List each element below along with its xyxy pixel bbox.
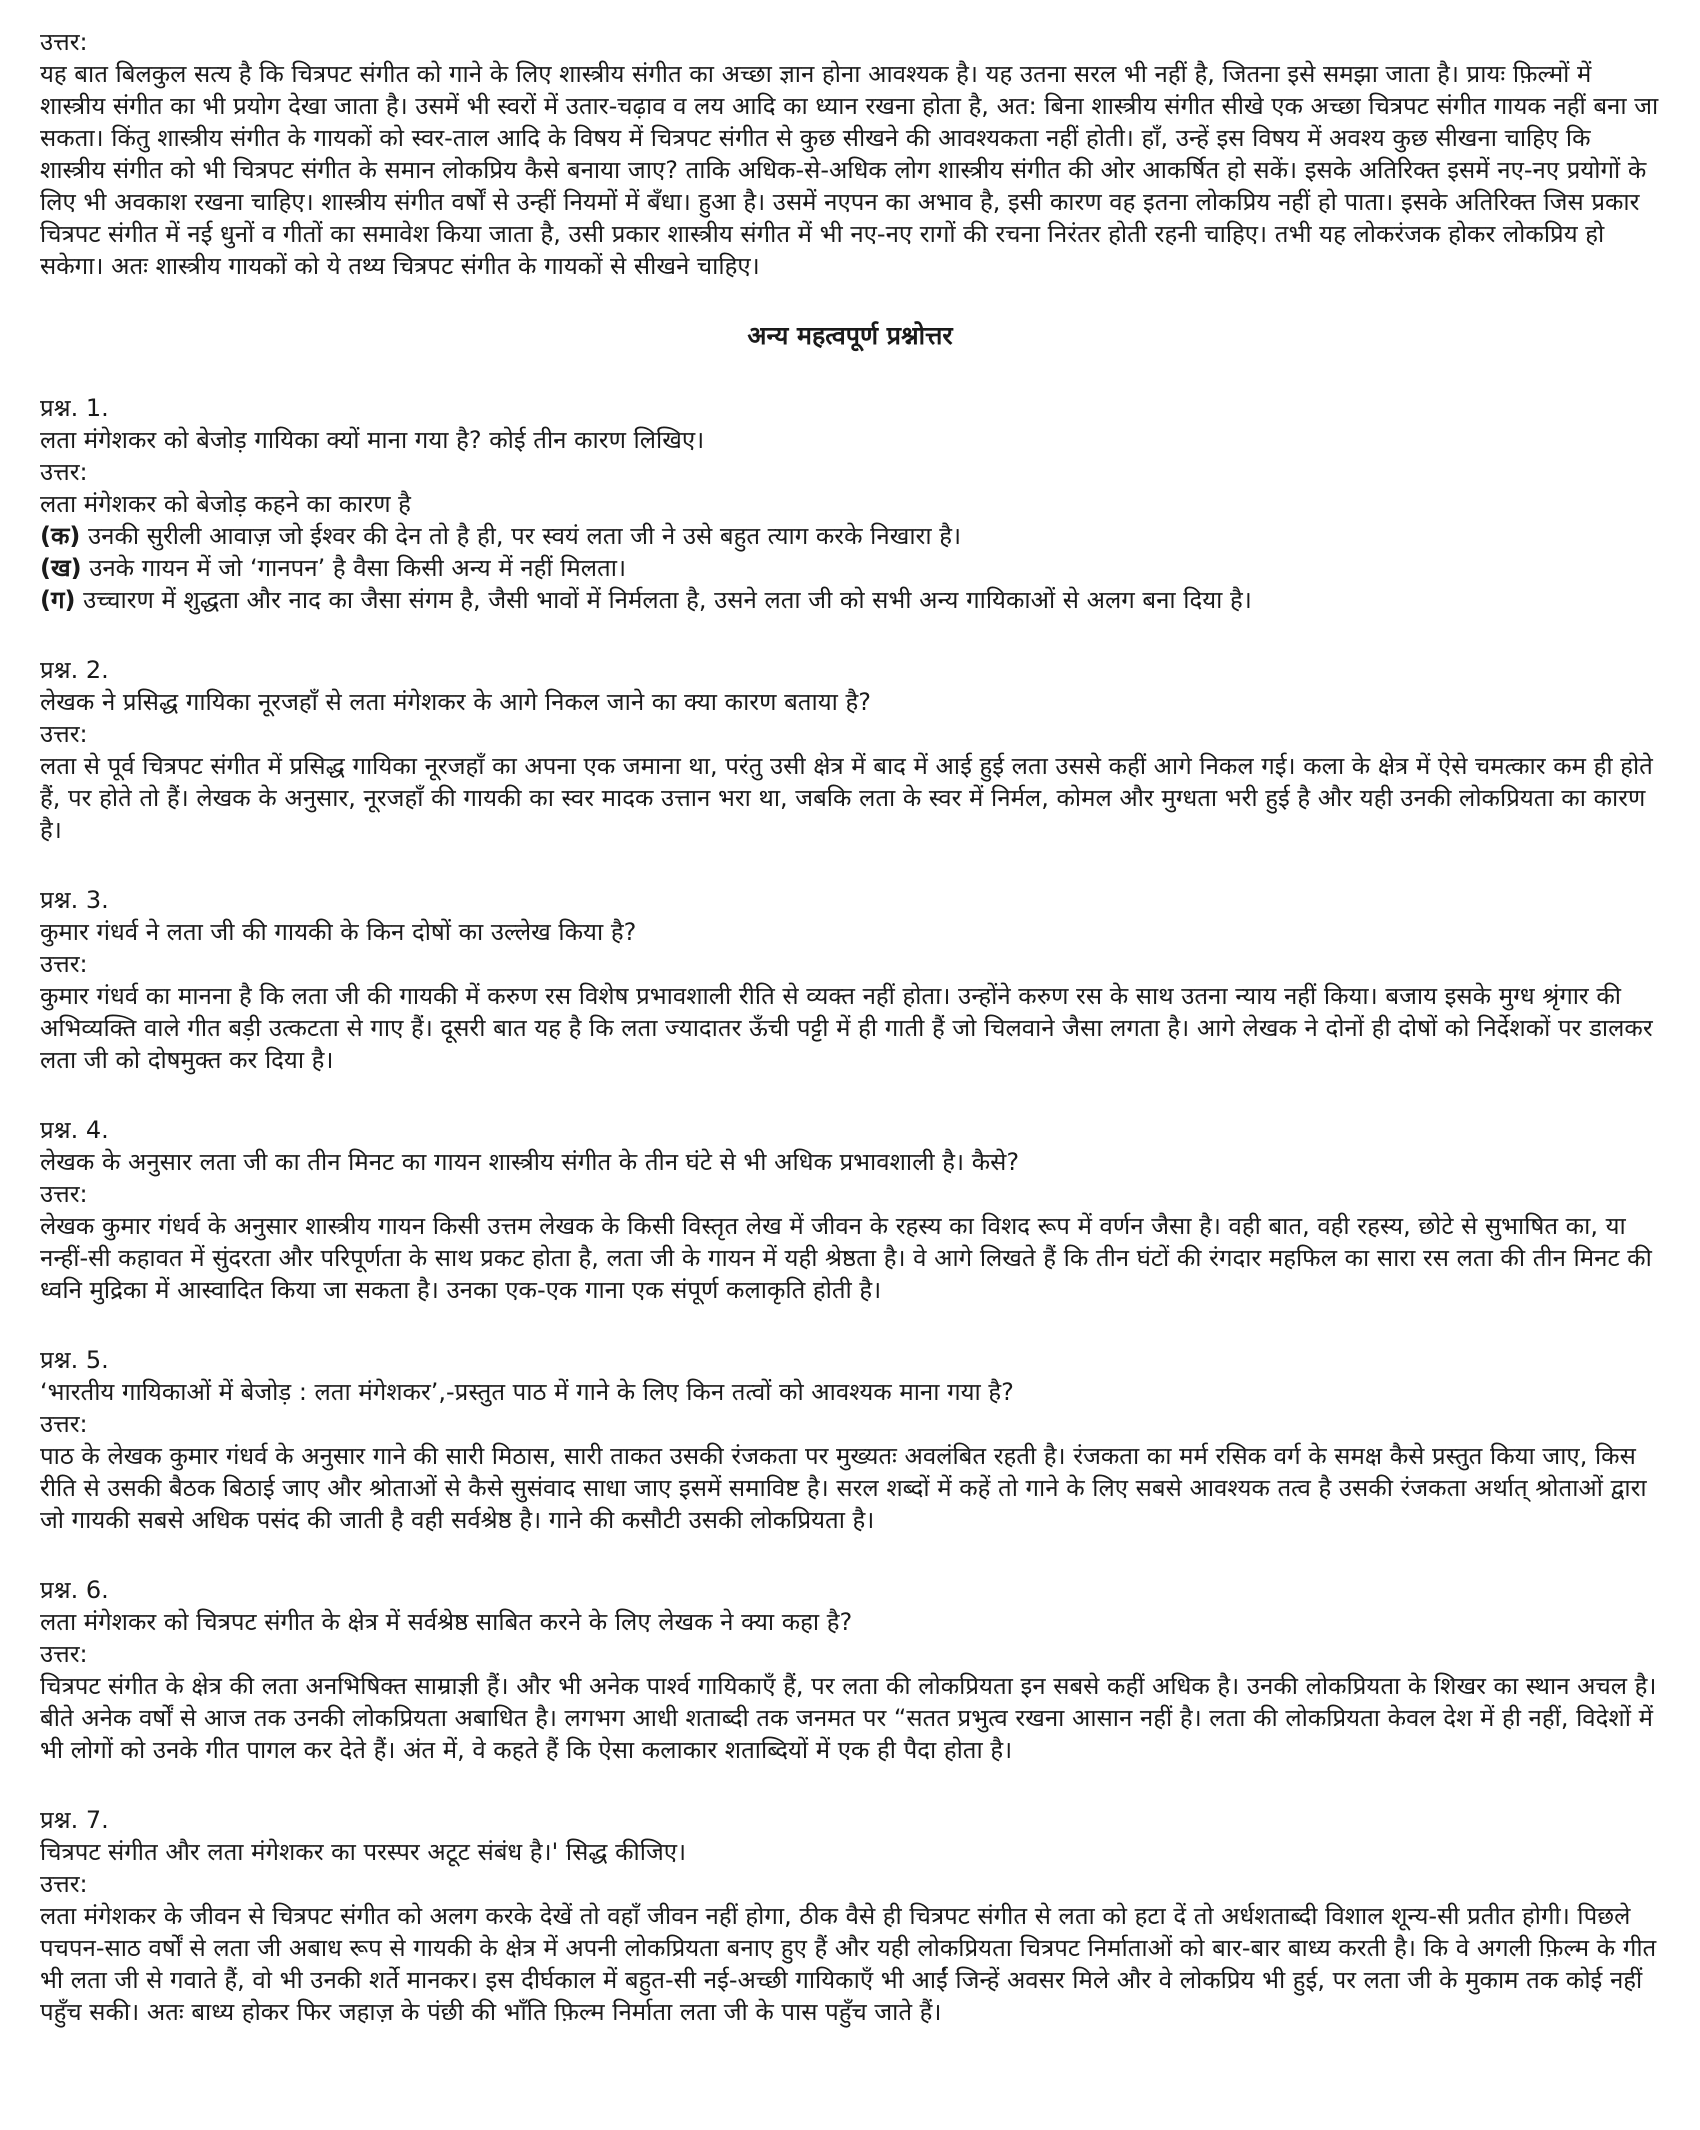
- qa-item-1: [40, 392, 1660, 616]
- question-number: प्रश्न. 6.: [40, 1576, 109, 1604]
- qa-item-7: [40, 1804, 1660, 2028]
- question-text: चित्रपट संगीत और लता मंगेशकर का परस्पर अटूट संबंध है।' सिद्ध कीजिए।: [40, 1838, 687, 1866]
- question-number: प्रश्न. 5.: [40, 1346, 109, 1374]
- qa-item-5: [40, 1344, 1660, 1536]
- question-text: लेखक ने प्रसिद्ध गायिका नूरजहाँ से लता मंगेशकर के आगे निकल जाने का क्या कारण बताया है?: [40, 688, 871, 716]
- answer-point: [40, 552, 1660, 584]
- question-text: कुमार गंधर्व ने लता जी की गायकी के किन दोषों का उल्लेख किया है?: [40, 918, 637, 946]
- point-text: उच्चारण में शुद्धता और नाद का जैसा संगम है, जैसी भावों में निर्मलता है, उसने लता जी को सभी अन्य गायिकाओं से अलग बना दिया है।: [75, 586, 1252, 614]
- point-marker: (क): [40, 522, 81, 550]
- answer-label: उत्तर:: [40, 1640, 88, 1668]
- qa-item-6: [40, 1574, 1660, 1766]
- intro-answer-block: [40, 26, 1660, 282]
- answer-text: कुमार गंधर्व का मानना है कि लता जी की गायकी में करुण रस विशेष प्रभावशाली रीति से व्यक्त नहीं होता। उन्होंने करुण रस के साथ उतना न्याय नहीं किया। बजाय इसके मुग्ध श्रृंगार की अभिव्यक्ति वाले गीत बड़ी उत्कटता से गाए हैं। दूसरी बात यह है कि लता ज्यादातर ऊँची पट्टी में ही गाती हैं जो चिलवाने जैसा लगता है। आगे लेखक ने दोनों ही दोषों को निर्देशकों पर डालकर लता जी को दोषमुक्त कर दिया है।: [40, 982, 1653, 1074]
- qa-item-3: [40, 884, 1660, 1076]
- answer-text: लेखक कुमार गंधर्व के अनुसार शास्त्रीय गायन किसी उत्तम लेखक के किसी विस्तृत लेख में जीवन के रहस्य का विशद रूप में वर्णन जैसा है। वही बात, वही रहस्य, छोटे से सुभाषित का, या नन्हीं-सी कहावत में सुंदरता और परिपूर्णता के साथ प्रकट होता है, लता जी के गायन में यही श्रेष्ठता है। वे आगे लिखते हैं कि तीन घंटों की रंगदार महफिल का सारा रस लता की तीन मिनट की ध्वनि मुद्रिका में आस्वादित किया जा सकता है। उनका एक-एक गाना एक संपूर्ण कलाकृति होती है।: [40, 1212, 1652, 1304]
- question-number: प्रश्न. 1.: [40, 394, 109, 422]
- answer-label: उत्तर:: [40, 458, 88, 486]
- answer-label: उत्तर:: [40, 1180, 88, 1208]
- question-number: प्रश्न. 4.: [40, 1116, 109, 1144]
- answer-point: [40, 520, 1660, 552]
- answer-label: उत्तर:: [40, 720, 88, 748]
- point-text: उनकी सुरीली आवाज़ जो ईश्वर की देन तो है ही, पर स्वयं लता जी ने उसे बहुत त्याग करके निखारा है।: [80, 522, 962, 550]
- answer-text: पाठ के लेखक कुमार गंधर्व के अनुसार गाने की सारी मिठास, सारी ताकत उसकी रंजकता पर मुख्यतः अवलंबित रहती है। रंजकता का मर्म रसिक वर्ग के समक्ष कैसे प्रस्तुत किया जाए, किस रीति से उसकी बैठक बिठाई जाए और श्रोताओं से कैसे सुसंवाद साधा जाए इसमें समाविष्ट है। सरल शब्दों में कहें तो गाने के लिए सबसे आवश्यक तत्व है उसकी रंजकता अर्थात् श्रोताओं द्वारा जो गायकी सबसे अधिक पसंद की जाती है वही सर्वश्रेष्ठ है। गाने की कसौटी उसकी लोकप्रियता है।: [40, 1442, 1647, 1534]
- point-text: उनके गायन में जो ‘गानपन’ है वैसा किसी अन्य में नहीं मिलता।: [81, 554, 627, 582]
- qa-item-4: [40, 1114, 1660, 1306]
- answer-text: यह बात बिलकुल सत्य है कि चित्रपट संगीत को गाने के लिए शास्त्रीय संगीत का अच्छा ज्ञान होना आवश्यक है। यह उतना सरल भी नहीं है, जितना इसे समझा जाता है। प्रायः फ़िल्मों में शास्त्रीय संगीत का भी प्रयोग देखा जाता है। उसमें भी स्वरों में उतार-चढ़ाव व लय आदि का ध्यान रखना होता है, अत: बिना शास्त्रीय संगीत सीखे एक अच्छा चित्रपट संगीत गायक नहीं बना जा सकता। किंतु शास्त्रीय संगीत के गायकों को स्वर-ताल आदि के विषय में चित्रपट संगीत से कुछ सीखने की आवश्यकता नहीं होती। हाँ, उन्हें इस विषय में अवश्य कुछ सीखना चाहिए कि शास्त्रीय संगीत को भी चित्रपट संगीत के समान लोकप्रिय कैसे बनाया जाए? ताकि अधिक-से-अधिक लोग शास्त्रीय संगीत की ओर आकर्षित हो सकें। इसके अतिरिक्त इसमें नए-नए प्रयोगों के लिए भी अवकाश रखना चाहिए। शास्त्रीय संगीत वर्षों से उन्हीं नियमों में बँधा। हुआ है। उसमें नएपन का अभाव है, इसी कारण वह इतना लोकप्रिय नहीं हो पाता। इसके अतिरिक्त जिस प्रकार चित्रपट संगीत में नई धुनों व गीतों का समावेश किया जाता है, उसी प्रकार शास्त्रीय संगीत में भी नए-नए रागों की रचना निरंतर होती रहनी चाहिए। तभी यह लोकरंजक होकर लोकप्रिय हो सकेगा। अतः शास्त्रीय गायकों को ये तथ्य चित्रपट संगीत के गायकों से सीखने चाहिए।: [40, 60, 1659, 280]
- question-number: प्रश्न. 7.: [40, 1806, 109, 1834]
- qa-item-2: [40, 654, 1660, 846]
- answer-label: उत्तर:: [40, 1870, 88, 1898]
- answer-text: लता मंगेशकर के जीवन से चित्रपट संगीत को अलग करके देखें तो वहाँ जीवन नहीं होगा, ठीक वैसे ही चित्रपट संगीत से लता को हटा दें तो अर्धशताब्दी विशाल शून्य-सी प्रतीत होगी। पिछले पचपन-साठ वर्षों से लता जी अबाध रूप से गायकी के क्षेत्र में अपनी लोकप्रियता बनाए हुए हैं और यही लोकप्रियता चित्रपट निर्माताओं को बार-बार बाध्य करती है। कि वे अगली फ़िल्म के गीत भी लता जी से गवाते हैं, वो भी उनकी शर्ते मानकर। इस दीर्घकाल में बहुत-सी नई-अच्छी गायिकाएँ भी आईं जिन्हें अवसर मिले और वे लोकप्रिय भी हुई, पर लता जी के मुकाम तक कोई नहीं पहुँच सकी। अतः बाध्य होकर फिर जहाज़ के पंछी की भाँति फ़िल्म निर्माता लता जी के पास पहुँच जाते हैं।: [40, 1902, 1657, 2026]
- question-text: लता मंगेशकर को चित्रपट संगीत के क्षेत्र में सर्वश्रेष्ठ साबित करने के लिए लेखक ने क्या कहा है?: [40, 1608, 853, 1636]
- answer-text: चित्रपट संगीत के क्षेत्र की लता अनभिषिक्त साम्राज्ञी हैं। और भी अनेक पार्श्व गायिकाएँ हैं, पर लता की लोकप्रियता इन सबसे कहीं अधिक है। उनकी लोकप्रियता के शिखर का स्थान अचल है। बीते अनेक वर्षों से आज तक उनकी लोकप्रियता अबाधित है। लगभग आधी शताब्दी तक जनमत पर “सतत प्रभुत्व रखना आसान नहीं है। लता की लोकप्रियता केवल देश में ही नहीं, विदेशों में भी लोगों को उनके गीत पागल कर देते हैं। अंत में, वे कहते हैं कि ऐसा कलाकार शताब्दियों में एक ही पैदा होता है।: [40, 1672, 1657, 1764]
- question-number: प्रश्न. 3.: [40, 886, 109, 914]
- question-text: ‘भारतीय गायिकाओं में बेजोड़ : लता मंगेशकर’,-प्रस्तुत पाठ में गाने के लिए किन तत्वों को आवश्यक माना गया है?: [40, 1378, 1014, 1406]
- answer-intro: लता मंगेशकर को बेजोड़ कहने का कारण है: [40, 490, 411, 518]
- question-text: लेखक के अनुसार लता जी का तीन मिनट का गायन शास्त्रीय संगीत के तीन घंटे से भी अधिक प्रभावशाली है। कैसे?: [40, 1148, 1020, 1176]
- answer-label: उत्तर:: [40, 950, 88, 978]
- answer-text: लता से पूर्व चित्रपट संगीत में प्रसिद्ध गायिका नूरजहाँ का अपना एक जमाना था, परंतु उसी क्षेत्र में बाद में आई हुई लता उससे कहीं आगे निकल गई। कला के क्षेत्र में ऐसे चमत्कार कम ही होते हैं, पर होते तो हैं। लेखक के अनुसार, नूरजहाँ की गायकी का स्वर मादक उत्तान भरा था, जबकि लता के स्वर में निर्मल, कोमल और मुग्धता भरी हुई है और यही उनकी लोकप्रियता का कारण है।: [40, 752, 1653, 844]
- point-marker: (ख): [40, 554, 82, 582]
- section-heading: अन्य महत्वपूर्ण प्रश्नोत्तर: [747, 321, 953, 350]
- question-text: लता मंगेशकर को बेजोड़ गायिका क्यों माना गया है? कोई तीन कारण लिखिए।: [40, 426, 705, 454]
- answer-label: उत्तर:: [40, 1410, 88, 1438]
- question-number: प्रश्न. 2.: [40, 656, 109, 684]
- answer-label: उत्तर:: [40, 28, 88, 56]
- answer-point: [40, 584, 1660, 616]
- point-marker: (ग): [40, 586, 76, 614]
